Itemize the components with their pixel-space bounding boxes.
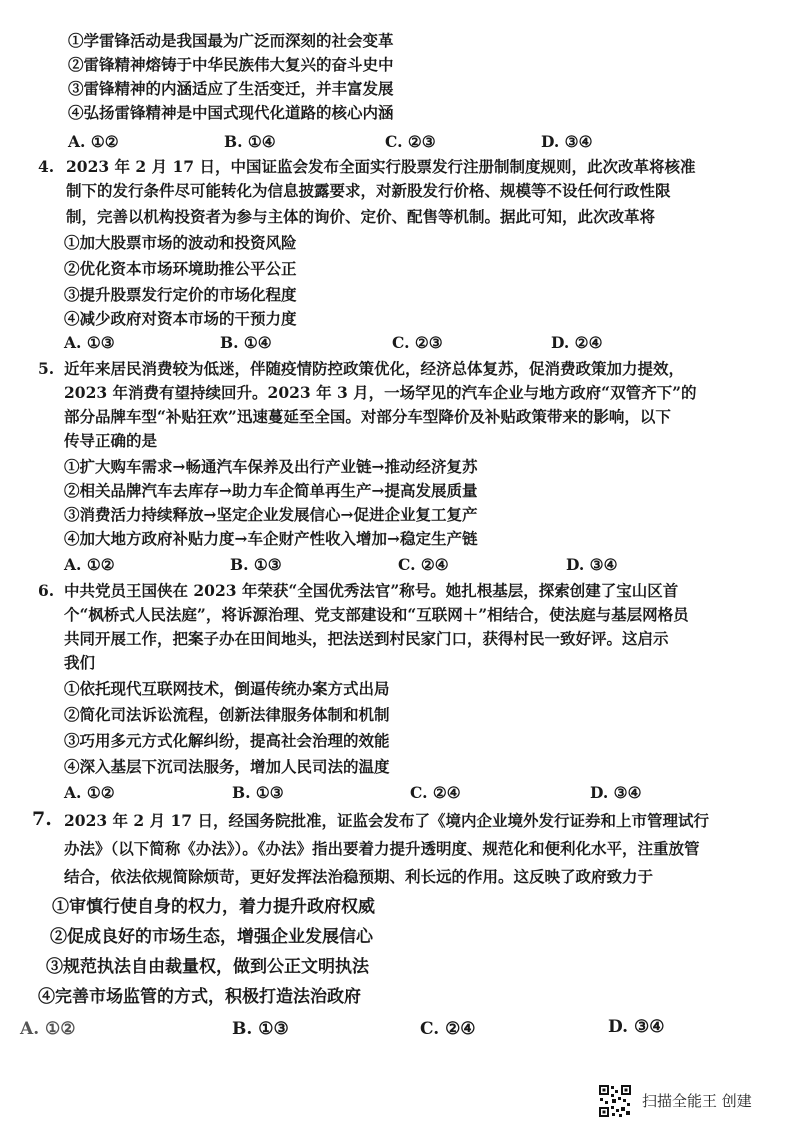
q5-statement-2: ②相关品牌汽车去库存→助力车企简单再生产→提高发展质量: [64, 481, 478, 500]
q4-stem-line-3: 制，完善以机构投资者为参与主体的询价、定价、配售等机制。据此可知，此次改革将: [66, 207, 656, 226]
q4-statement-3: ③提升股票发行定价的市场化程度: [64, 285, 297, 304]
q7-option-c: C. ②④: [420, 1019, 476, 1039]
q4-number: 4.: [38, 157, 55, 176]
q4-statement-1: ①加大股票市场的波动和投资风险: [64, 233, 297, 252]
q7-stem-line-2: 办法》（以下简称《办法》）。《办法》指出要着力提升透明度、规范化和便利化水平，注重放管: [64, 839, 700, 858]
q5-number: 5.: [38, 359, 55, 378]
q4-option-c: C. ②③: [392, 333, 443, 352]
q7-number: 7.: [32, 808, 52, 830]
q5-option-c: C. ②④: [398, 555, 449, 574]
q3-option-b: B. ①④: [224, 132, 276, 151]
scanner-watermark: [598, 1084, 788, 1118]
q5-stem-line-2: 2023 年消费有望持续回升。2023 年 3 月，一场罕见的汽车企业与地方政府“双管齐下”的: [64, 383, 697, 402]
q5-statement-3: ③消费活力持续释放→坚定企业发展信心→促进企业复工复产: [64, 505, 478, 524]
q5-option-d: D. ③④: [566, 555, 618, 574]
q7-option-d: D. ③④: [608, 1017, 665, 1037]
q7-statement-3: ③规范执法自由裁量权，做到公正文明执法: [46, 957, 369, 977]
q3-statement-3: ③雷锋精神的内涵适应了生活变迁，并丰富发展: [68, 79, 394, 98]
scanner-watermark-text: 扫描全能王 创建: [642, 1092, 752, 1110]
q7-statement-2: ②促成良好的市场生态，增强企业发展信心: [50, 927, 373, 947]
q6-option-c: C. ②④: [410, 783, 461, 802]
q5-statement-4: ④加大地方政府补贴力度→车企财产性收入增加→稳定生产链: [64, 529, 478, 548]
q3-statement-2: ②雷锋精神熔铸于中华民族伟大复兴的奋斗史中: [68, 55, 394, 74]
q3-statement-1: ①学雷锋活动是我国最为广泛而深刻的社会变革: [68, 31, 394, 50]
q6-option-a: A. ①②: [64, 783, 115, 802]
q3-option-c: C. ②③: [385, 132, 436, 151]
q7-stem-line-1: 2023 年 2 月 17 日，经国务院批准，证监会发布了《境内企业境外发行证券和上市管理试行: [64, 811, 709, 830]
q5-option-a: A. ①②: [64, 555, 115, 574]
q4-statement-2: ②优化资本市场环境助推公平公正: [64, 259, 297, 278]
q5-stem-line-4: 传导正确的是: [64, 431, 158, 450]
q6-stem-line-3: 共同开展工作，把案子办在田间地头，把法送到村民家门口，获得村民一致好评。这启示: [64, 629, 669, 648]
q7-stem-line-3: 结合，依法依规简除烦苛，更好发挥法治稳预期、利长远的作用。这反映了政府致力于: [64, 867, 654, 886]
q7-statement-1: ①审慎行使自身的权力，着力提升政府权威: [52, 897, 375, 917]
q3-statement-4: ④弘扬雷锋精神是中国式现代化道路的核心内涵: [68, 103, 394, 122]
q4-option-a: A. ①③: [64, 333, 115, 352]
q6-statement-3: ③巧用多元方式化解纠纷，提高社会治理的效能: [64, 731, 390, 750]
q4-stem-line-1: 2023 年 2 月 17 日，中国证监会发布全面实行股票发行注册制制度规则，此次改革将核准: [66, 157, 696, 176]
q6-option-d: D. ③④: [590, 783, 642, 802]
q4-option-d: D. ②④: [551, 333, 603, 352]
q3-option-a: A. ①②: [68, 132, 119, 151]
q6-statement-2: ②简化司法诉讼流程，创新法律服务体制和机制: [64, 705, 390, 724]
q5-stem-line-3: 部分品牌车型“补贴狂欢”迅速蔓延至全国。对部分车型降价及补贴政策带来的影响，以下: [64, 407, 671, 426]
q7-option-a: A. ①②: [20, 1019, 76, 1039]
q5-stem-line-1: 近年来居民消费较为低迷，伴随疫情防控政策优化，经济总体复苏，促消费政策加力提效，: [64, 359, 685, 378]
q5-option-b: B. ①③: [230, 555, 282, 574]
q7-option-b: B. ①③: [232, 1019, 289, 1039]
q5-statement-1: ①扩大购车需求→畅通汽车保养及出行产业链→推动经济复苏: [64, 457, 478, 476]
q6-statement-4: ④深入基层下沉司法服务，增加人民司法的温度: [64, 757, 390, 776]
q6-number: 6.: [38, 581, 55, 600]
q6-stem-line-2: 个“枫桥式人民法庭”，将诉源治理、党支部建设和“互联网＋”相结合，使法庭与基层网格员: [64, 605, 689, 624]
q6-stem-line-4: 我们: [64, 653, 96, 672]
q6-option-b: B. ①③: [232, 783, 284, 802]
q4-stem-line-2: 制下的发行条件尽可能转化为信息披露要求，对新股发行价格、规模等不设任何行政性限: [66, 181, 671, 200]
q7-statement-4: ④完善市场监管的方式，积极打造法治政府: [38, 987, 361, 1007]
q4-statement-4: ④减少政府对资本市场的干预力度: [64, 309, 297, 328]
q3-option-d: D. ③④: [541, 132, 593, 151]
q6-stem-line-1: 中共党员王国侠在 2023 年荣获“全国优秀法官”称号。她扎根基层，探索创建了宝山区首: [64, 581, 679, 600]
q4-option-b: B. ①④: [220, 333, 272, 352]
q6-statement-1: ①依托现代互联网技术，倒逼传统办案方式出局: [64, 679, 390, 698]
qr-code-icon: [598, 1084, 632, 1118]
